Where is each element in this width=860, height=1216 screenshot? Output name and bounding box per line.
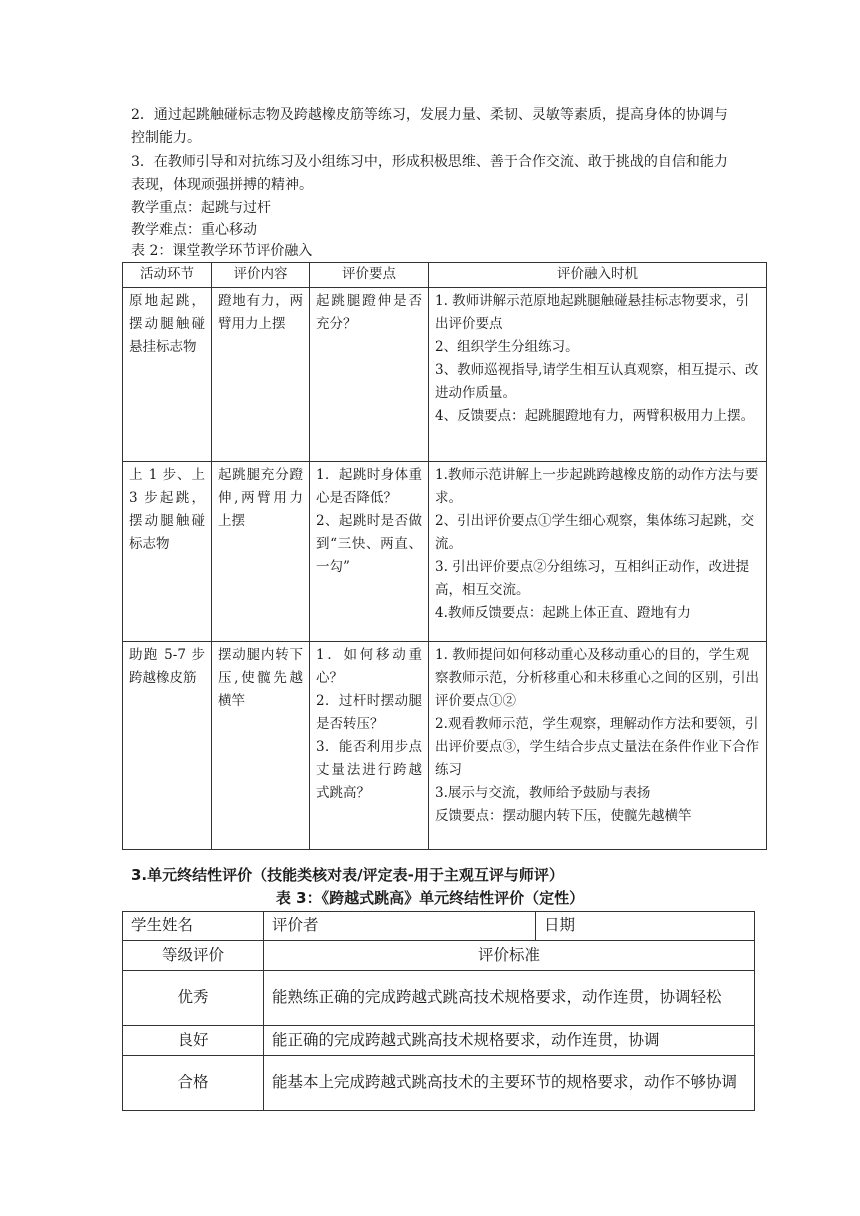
table-header-row <box>123 263 767 288</box>
timing-line: 4.教师反馈要点：起跳上体正直、蹬地有力 <box>435 605 691 621</box>
teaching-focus: 教学重点：起跳与过杆 <box>131 200 271 216</box>
activity-cell: 上 1 步、上 3 步起跳，摆动腿触碰标志物 <box>123 462 212 642</box>
timing-line: 1.教师示范讲解上一步起跳跨越橡皮筋的动作方法与要求。 <box>435 467 759 506</box>
grade-cell: 良好 <box>123 1026 264 1056</box>
criteria-cell: 能正确的完成跨越式跳高技术规格要求，动作连贯，协调 <box>264 1026 755 1056</box>
timing-line: 1. 教师提问如何移动重心及移动重心的目的，学生观察教师示范，分析移重心和未移重心之间的区别，引出评价要点①② <box>435 647 759 709</box>
point-line: 3．能否利用步点丈量法进行跨越式跳高？ <box>316 739 422 801</box>
point-line: 1．如何移动重心？ <box>316 647 422 686</box>
timing-cell <box>429 288 767 462</box>
table-row <box>123 971 755 1026</box>
grade-cell: 优秀 <box>123 971 264 1026</box>
table-row <box>123 462 767 642</box>
timing-cell <box>429 642 767 850</box>
table-row <box>123 642 767 850</box>
objective-2: 2．通过起跳触碰标志物及跨越橡皮筋等练习，发展力量、柔韧、灵敏等素质，提高身体的协调与控制能力。 <box>131 107 728 146</box>
content-cell: 摆动腿内转下压,使髋先越横竿 <box>212 642 310 850</box>
student-name-label: 学生姓名 <box>123 912 264 941</box>
timing-line: 3. 引出评价要点②分组练习，互相纠正动作，改进提高，相互交流。 <box>435 559 750 598</box>
summative-evaluation-table <box>122 911 755 1111</box>
grade-header: 等级评价 <box>123 941 264 971</box>
points-cell <box>310 288 429 462</box>
timing-line: 4、反馈要点：起跳腿蹬地有力，两臂积极用力上摆。 <box>435 408 755 424</box>
point-line: 1．起跳时身体重心是否降低？ <box>316 467 422 506</box>
col-header-points: 评价要点 <box>310 263 429 288</box>
evaluator-label: 评价者 <box>264 912 536 941</box>
col-header-content: 评价内容 <box>212 263 310 288</box>
table-row <box>123 912 755 941</box>
content-cell: 起跳腿充分蹬伸,两臂用力上摆 <box>212 462 310 642</box>
criteria-cell: 能熟练正确的完成跨越式跳高技术规格要求，动作连贯，协调轻松 <box>264 971 755 1026</box>
timing-line: 1. 教师讲解示范原地起跳腿触碰悬挂标志物要求，引出评价要点 <box>435 293 750 332</box>
timing-cell <box>429 462 767 642</box>
section3-heading: 3.单元终结性评价（技能类核对表/评定表-用于主观互评与师评） <box>131 866 564 884</box>
timing-line: 2.观看教师示范，学生观察，理解动作方法和要领，引出评价要点③，学生结合步点丈量法在条件作业下合作练习 <box>435 716 759 778</box>
table-row <box>123 1026 755 1056</box>
table-row <box>123 288 767 462</box>
points-cell <box>310 642 429 850</box>
table-row <box>123 1056 755 1111</box>
teaching-difficulty: 教学难点：重心移动 <box>131 222 257 238</box>
classroom-evaluation-table <box>122 262 767 850</box>
timing-line: 2、引出评价要点①学生细心观察，集体练习起跳，交流。 <box>435 513 755 552</box>
table2-caption: 表 2：课堂教学环节评价融入 <box>131 243 313 259</box>
timing-line: 3、教师巡视指导,请学生相互认真观察，相互提示、改进动作质量。 <box>435 362 759 401</box>
points-cell <box>310 462 429 642</box>
point-line: 2、起跳时是否做到“三快、两直、一勾” <box>316 513 422 575</box>
criteria-header: 评价标准 <box>264 941 755 971</box>
objective-3: 3．在教师引导和对抗练习及小组练习中，形成积极思维、善于合作交流、敢于挑战的自信和能力表现，体现顽强拼搏的精神。 <box>131 154 728 193</box>
date-label: 日期 <box>536 912 755 941</box>
timing-line: 反馈要点：摆动腿内转下压，使髋先越横竿 <box>435 808 692 824</box>
timing-line: 3.展示与交流，教师给予鼓励与表扬 <box>435 785 651 801</box>
col-header-activity: 活动环节 <box>123 263 212 288</box>
col-header-timing: 评价融入时机 <box>429 263 767 288</box>
grade-cell: 合格 <box>123 1056 264 1111</box>
table-row <box>123 941 755 971</box>
table3-caption: 表 3：《跨越式跳高》单元终结性评价（定性） <box>275 889 585 907</box>
content-cell: 蹬地有力，两臂用力上摆 <box>212 288 310 462</box>
criteria-cell: 能基本上完成跨越式跳高技术的主要环节的规格要求，动作不够协调 <box>264 1056 755 1111</box>
activity-cell: 助跑 5-7 步跨越橡皮筋 <box>123 642 212 850</box>
timing-line: 2、组织学生分组练习。 <box>435 339 579 355</box>
activity-cell: 原地起跳，摆动腿触碰悬挂标志物 <box>123 288 212 462</box>
point-line: 2．过杆时摆动腿是否转压？ <box>316 693 422 732</box>
point-line: 起跳腿蹬伸是否充分？ <box>316 293 422 332</box>
